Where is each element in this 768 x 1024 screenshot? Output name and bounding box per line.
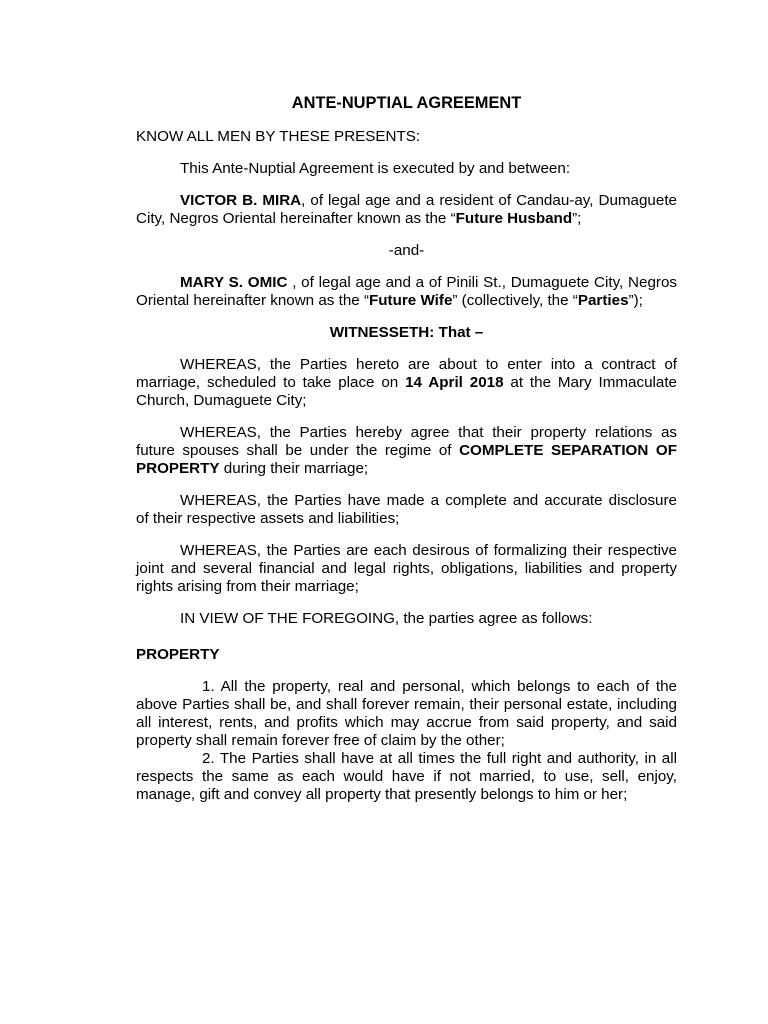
document-title: ANTE-NUPTIAL AGREEMENT	[291, 94, 522, 112]
wife-text-3: ”);	[628, 292, 643, 309]
husband-paragraph	[136, 192, 677, 228]
husband-text-2: ”;	[572, 210, 582, 227]
wife-designation: Future Wife	[369, 292, 453, 309]
executed-line: This Ante-Nuptial Agreement is executed by and between:	[180, 160, 571, 177]
and-separator: -and-	[388, 242, 425, 259]
whereas-marriage-text-2: at the Mary Immaculate Church, Dumaguete City;	[136, 374, 678, 409]
know-all-line: KNOW ALL MEN BY THESE PRESENTS:	[136, 128, 421, 145]
property-item-1: 1. All the property, real and personal, which belongs to each of the above Parties shall be, and shall forever remain, their personal estate, including all interest, rents, and profits which may accrue from said property, and said property shall remain forever free of claim by the other;	[136, 678, 677, 749]
property-item-2: 2. The Parties shall have at all times the full right and authority, in all respects the same as each would have if not married, to use, sell, enjoy, manage, gift and convey all property that presently belongs to him or her;	[136, 750, 677, 803]
husband-name: VICTOR B. MIRA	[180, 192, 302, 209]
marriage-date: 14 April 2018	[405, 374, 504, 391]
whereas-rights: WHEREAS, the Parties are each desirous of formalizing their respective joint and several financial and legal rights, obligations, liabilities and property rights arising from their marriage;	[136, 542, 677, 595]
witnesseth-heading	[136, 324, 677, 342]
wife-paragraph	[136, 274, 677, 310]
husband-text-1: , of legal age and a resident of Candau-ay, Dumaguete City, Negros Oriental hereinafter known as the “	[136, 192, 677, 227]
parties-term: Parties	[577, 292, 629, 309]
wife-text-1: , of legal age and a of Pinili St., Dumaguete City, Negros Oriental hereinafter known as the “	[136, 274, 677, 309]
whereas-regime-text-2: during their marriage;	[219, 460, 369, 477]
whereas-marriage-text-1: WHEREAS, the Parties hereto are about to enter into a contract of marriage, scheduled to take place on	[136, 356, 677, 391]
wife-name: MARY S. OMIC	[180, 274, 288, 291]
whereas-disclosure: WHEREAS, the Parties have made a complete and accurate disclosure of their respective assets and liabilities;	[136, 492, 677, 527]
whereas-regime-text-1: WHEREAS, the Parties hereby agree that their property relations as future spouses shall be under the regime of	[136, 424, 677, 459]
whereas-marriage	[136, 356, 677, 410]
property-heading: PROPERTY	[136, 646, 220, 663]
property-regime: COMPLETE SEPARATION OF PROPERTY	[136, 442, 677, 477]
in-view-line: IN VIEW OF THE FOREGOING, the parties agree as follows:	[180, 610, 593, 627]
witnesseth-text: WITNESSETH: That –	[329, 324, 484, 341]
husband-designation: Future Husband	[455, 210, 573, 227]
whereas-property-regime	[136, 424, 677, 478]
wife-text-2: ” (collectively, the “	[452, 292, 578, 309]
